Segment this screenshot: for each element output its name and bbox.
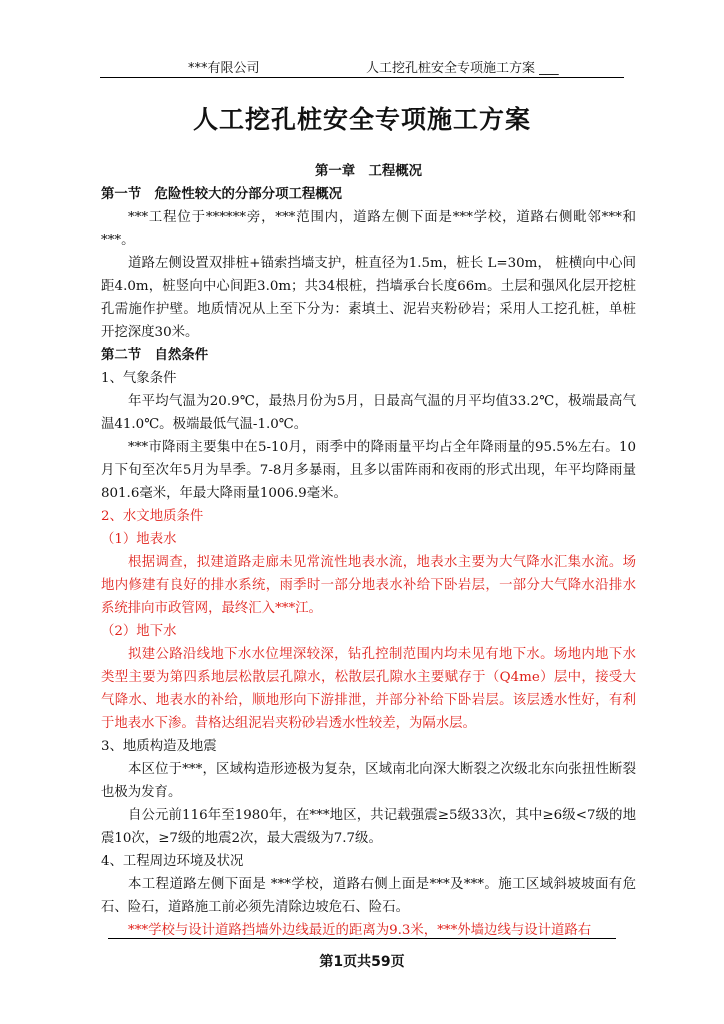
section-heading-1: 第一节 危险性较大的分部分项工程概况 [101,187,343,202]
page-header [100,57,624,75]
paragraph: ***工程位于******旁，***范围内，道路左侧下面是***学校，道路右侧毗邻***和***。 [101,210,636,248]
paragraph: 本区位于***，区域构造形迹极为复杂，区域南北向深大断裂之次级北东向张扭性断裂也极为发育。 [101,762,636,800]
page-number: 第1页共59页 [319,954,405,970]
paragraph: ***学校与设计道路挡墙外边线最近的距离为9.3米，***外墙边线与设计道路右 [128,923,592,938]
subitem-heading-surface-water: （1）地表水 [101,532,177,547]
item-heading-hydrology: 2、水文地质条件 [101,509,204,524]
item-heading-geology: 3、地质构造及地震 [101,739,217,754]
paragraph: 自公元前116年至1980年，在***地区，共记载强震≥5级33次，其中≥6级<7级的地震10次，≥7级的地震2次，最大震级为7.7级。 [101,808,636,846]
section-heading-2: 第二节 自然条件 [101,348,209,363]
paragraph: 拟建公路沿线地下水水位埋深较深，钻孔控制范围内均未见有地下水。场地内地下水类型主要为第四系地层松散层孔隙水，松散层孔隙水主要赋存于（Q4me）层中，接受大气降水、地表水的补给，顺地形向下游排泄，并部分补给下卧岩层。该层透水性好，有利于地表水下渗。昔格达组泥岩夹粉砂岩透水性较差，为隔水层。 [101,647,636,731]
paragraph: 根据调查，拟建道路走廊未见常流性地表水流，地表水主要为大气降水汇集水流。场地内修建有良好的排水系统，雨季时一部分地表水补给下卧岩层，一部分大气降水沿排水系统排向市政管网，最终汇入***江。 [101,555,636,616]
header-company: ***有限公司 [188,61,260,76]
header-rule [100,77,624,78]
subitem-heading-groundwater: （2）地下水 [101,624,177,639]
paragraph: ***市降雨主要集中在5-10月，雨季中的降雨量平均占全年降雨量的95.5%左右。10月下旬至次年5月为旱季。7-8月多暴雨，且多以雷阵雨和夜雨的形式出现，年平均降雨量801.6毫米，年最大降雨量1006.9毫米。 [101,440,636,501]
header-doc-title: 人工挖孔桩安全专项施工方案 ___ [366,61,559,76]
document-title: 人工挖孔桩安全专项施工方案 [192,105,531,134]
paragraph: 本工程道路左侧下面是 ***学校，道路右侧上面是***及***。施工区域斜坡坡面有危石、险石，道路施工前必须先清除边坡危石、险石。 [101,877,636,915]
item-heading-surroundings: 4、工程周边环境及状况 [101,854,244,869]
paragraph: 年平均气温为20.9℃，最热月份为5月，日最高气温的月平均值33.2℃，极端最高气温41.0℃。极端最低气温-1.0℃。 [101,394,636,432]
document-body [101,160,636,942]
paragraph: 道路左侧设置双排桩+锚索挡墙支护，桩直径为1.5m，桩长 L=30m， 桩横向中心间距4.0m，桩竖向中心间距3.0m；共34根桩，挡墙承台长度66m。土层和强风化层开挖桩孔需施作护壁。地质情况从上至下分为：素填土、泥岩夹粉砂岩；采用人工挖孔桩，单桩开挖深度30米。 [101,256,636,340]
item-heading-weather: 1、气象条件 [101,371,177,386]
chapter-heading: 第一章 工程概况 [314,164,423,179]
footer-rule [108,938,616,939]
